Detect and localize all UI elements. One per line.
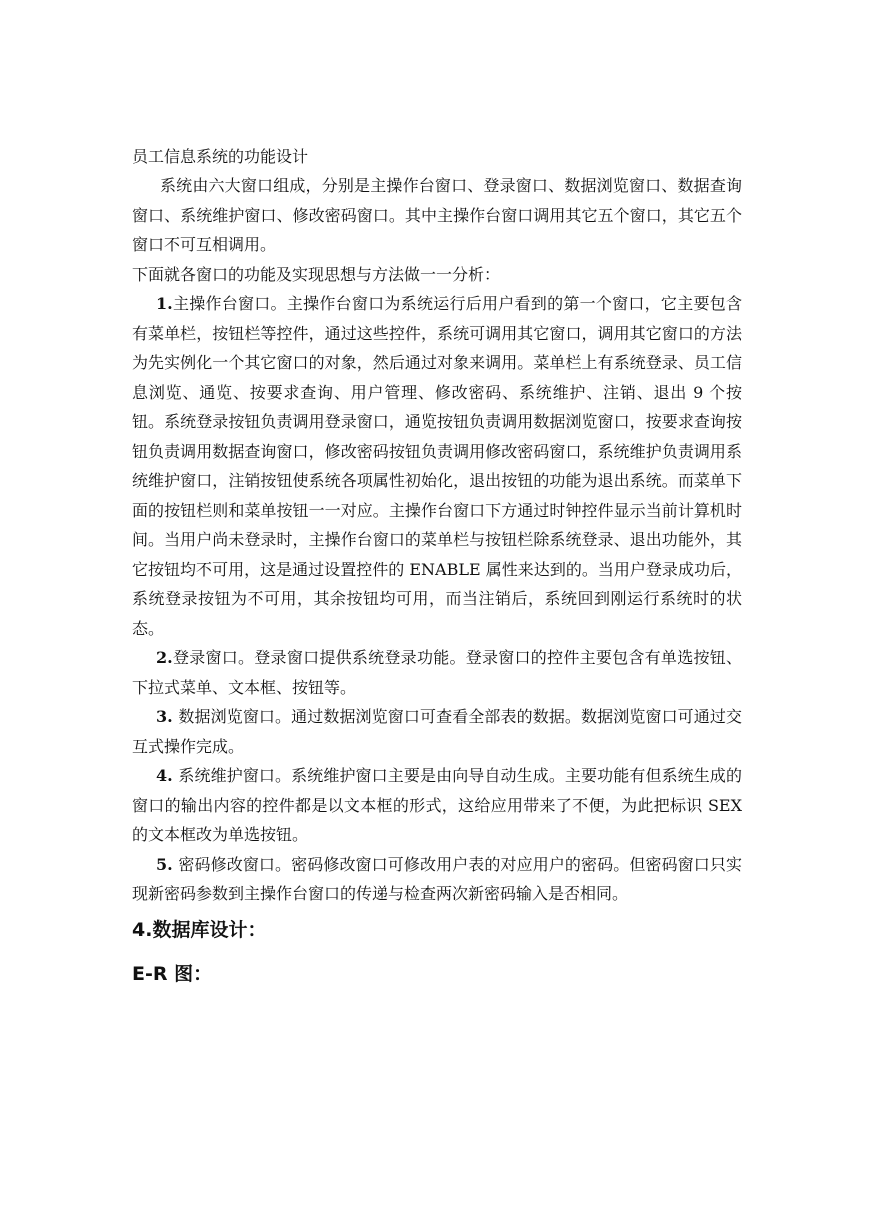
item-text: 系统维护窗口。系统维护窗口主要是由向导自动生成。主要功能有但系统生成的窗口的输出内容的控件都是以文本框的形式，这给应用带来了不便，为此把标识 SEX 的文本框改为单选按钮。	[132, 766, 742, 844]
item-number: 4.	[156, 766, 179, 785]
item-text: 密码修改窗口。密码修改窗口可修改用户表的对应用户的密码。但密码窗口只实现新密码参数到主操作台窗口的传递与检查两次新密码输入是否相同。	[132, 854, 742, 903]
document-page	[132, 142, 742, 1003]
intro-paragraph: 系统由六大窗口组成，分别是主操作台窗口、登录窗口、数据浏览窗口、数据查询窗口、系统维护窗口、修改密码窗口。其中主操作台窗口调用其它五个窗口，其它五个窗口不可互相调用。	[132, 176, 742, 254]
item-number: 1.	[156, 294, 173, 313]
item-maintenance-window	[132, 761, 742, 850]
database-design-heading: 4.数据库设计：	[132, 918, 267, 941]
item-text: 数据浏览窗口。通过数据浏览窗口可查看全部表的数据。数据浏览窗口可通过交互式操作完成。	[132, 707, 742, 756]
item-text: 主操作台窗口。主操作台窗口为系统运行后用户看到的第一个窗口，它主要包含有菜单栏，按钮栏等控件，通过这些控件，系统可调用其它窗口，调用其它窗口的方法为先实例化一个其它窗口的对象，然后通过对象来调用。菜单栏上有系统登录、员工信息浏览、通览、按要求查询、用户管理、修改密码、系统维护、注销、退出 9 个按钮。系统登录按钮负责调用登录窗口，通览按钮负责调用数据浏览窗口，按要求查询按钮负责调用数据查询窗口，修改密码按钮负责调用修改密码窗口，系统维护负责调用系统维护窗口，注销按钮使系统各项属性初始化，退出按钮的功能为退出系统。而菜单下面的按钮栏则和菜单按钮一一对应。主操作台窗口下方通过时钟控件显示当前计算机时间。当用户尚未登录时，主操作台窗口的菜单栏与按钮栏除系统登录、退出功能外，其它按钮均不可用，这是通过设置控件的 ENABLE 属性来达到的。当用户登录成功后，系统登录按钮为不可用，其余按钮均可用，而当注销后，系统回到刚运行系统时的状态。	[132, 294, 742, 638]
item-login-window	[132, 643, 742, 702]
item-main-console	[132, 289, 742, 643]
intro-lead-paragraph: 下面就各窗口的功能及实现思想与方法做一一分析：	[132, 264, 501, 284]
item-number: 2.	[156, 648, 173, 667]
er-diagram-heading: E-R 图：	[132, 962, 213, 985]
section-title: 员工信息系统的功能设计	[132, 147, 309, 166]
item-data-browse-window	[132, 702, 742, 761]
item-text: 登录窗口。登录窗口提供系统登录功能。登录窗口的控件主要包含有单选按钮、下拉式菜单、文本框、按钮等。	[132, 648, 742, 697]
item-number: 3.	[156, 707, 179, 726]
item-password-window	[132, 850, 742, 909]
item-number: 5.	[156, 854, 179, 874]
